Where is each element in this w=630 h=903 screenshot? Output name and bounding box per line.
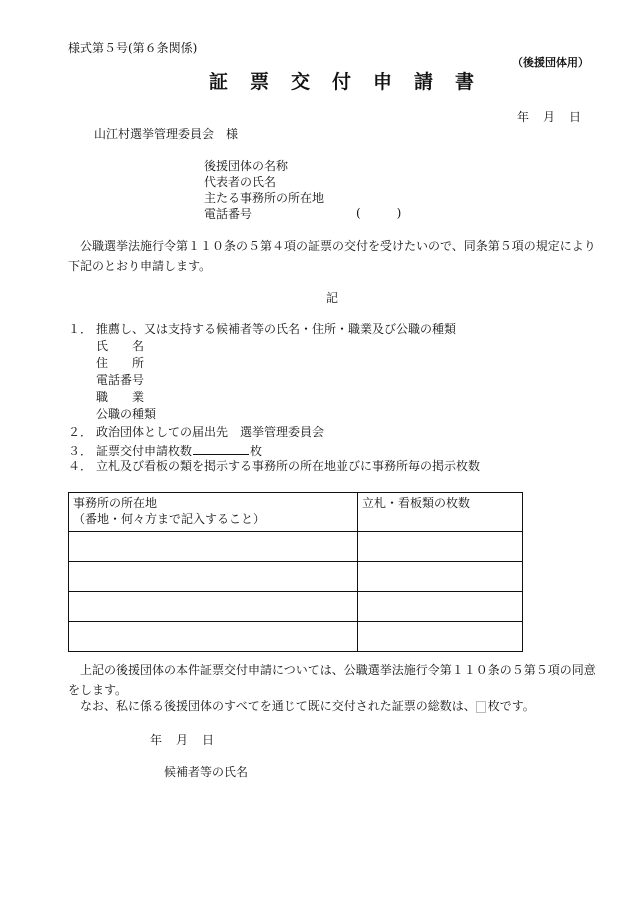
org-name-label: 後援団体の名称 xyxy=(204,159,289,173)
item-text: 立札及び看板の類を掲示する事務所の所在地並びに事務所毎の掲示枚数 xyxy=(96,459,481,473)
candidate-name-label: 候補者等の氏名 xyxy=(164,765,249,779)
item-4 xyxy=(68,460,480,472)
office-address-header-line1: 事務所の所在地 xyxy=(73,496,158,510)
item-2 xyxy=(68,426,324,438)
item-text: 証票交付申請枚数 xyxy=(96,444,193,458)
date-year-label: 年 xyxy=(150,733,163,747)
office-address-cell[interactable] xyxy=(69,532,358,562)
sign-count-cell[interactable] xyxy=(358,622,523,652)
recipient: 山江村選挙管理委員会 様 xyxy=(94,127,239,141)
sub-item-occupation: 職 業 xyxy=(96,390,145,404)
item-number: ３． xyxy=(68,444,93,458)
item-unit: 枚 xyxy=(250,444,263,458)
office-address-cell[interactable] xyxy=(69,622,358,652)
table-row xyxy=(69,532,523,562)
office-address-cell[interactable] xyxy=(69,562,358,592)
sub-item-phone: 電話番号 xyxy=(96,373,145,387)
office-address-cell[interactable] xyxy=(69,592,358,622)
document-type-label: （後援団体用） xyxy=(512,56,589,69)
table-row xyxy=(69,622,523,652)
item-text: 政治団体としての届出先 選挙管理委員会 xyxy=(96,425,325,439)
sign-count-cell[interactable] xyxy=(358,592,523,622)
office-address-header xyxy=(69,493,358,532)
item-1 xyxy=(68,323,456,335)
intro-paragraph: 公職選挙法施行令第１１０条の５第４項の証票の交付を受けたいので、同条第５項の規定により下記のとおり申請します。 xyxy=(68,239,596,273)
sign-count-cell[interactable] xyxy=(358,532,523,562)
total-issued-statement xyxy=(68,700,535,713)
total-issued-unit: 枚です。 xyxy=(487,699,535,713)
sign-count-header: 立札・看板類の枚数 xyxy=(358,493,523,532)
item-text: 推薦し、又は支持する候補者等の氏名・住所・職業及び公職の種類 xyxy=(96,322,457,336)
office-address-header-line2: （番地・何々方まで記入すること） xyxy=(73,512,266,526)
table-header-row xyxy=(69,493,523,532)
item-3 xyxy=(68,443,262,457)
consent-paragraph: 上記の後援団体の本件証票交付申請については、公職選挙法施行令第１１０条の５第５項の同意をします。 xyxy=(68,663,596,697)
total-count-box[interactable] xyxy=(476,701,486,713)
table-row xyxy=(69,562,523,592)
total-issued-text: なお、私に係る後援団体のすべてを通じて既に交付された証票の総数は、 xyxy=(68,699,476,713)
document-title: 証票交付申請書 xyxy=(209,71,497,93)
date-year-label: 年 xyxy=(517,110,530,124)
form-number: 様式第５号(第６条関係) xyxy=(68,41,198,55)
item-number: １． xyxy=(68,322,93,336)
item-number: ４． xyxy=(68,459,93,473)
date-day-label: 日 xyxy=(569,110,582,124)
office-sign-table xyxy=(68,492,523,652)
sheet-count-blank xyxy=(193,443,249,455)
phone-area-code-paren: ( ) xyxy=(356,206,402,220)
representative-name-label: 代表者の氏名 xyxy=(204,175,277,189)
consent-date xyxy=(150,734,214,746)
office-address-label: 主たる事務所の所在地 xyxy=(204,191,325,205)
item-number: ２． xyxy=(68,425,93,439)
date-day-label: 日 xyxy=(202,733,215,747)
sub-item-name: 氏 名 xyxy=(96,339,145,353)
date-month-label: 月 xyxy=(176,733,189,747)
phone-label: 電話番号 xyxy=(204,207,253,221)
date-month-label: 月 xyxy=(543,110,556,124)
ki-heading: 記 xyxy=(326,291,339,305)
table-row xyxy=(69,592,523,622)
sub-item-address: 住 所 xyxy=(96,356,145,370)
sign-count-cell[interactable] xyxy=(358,562,523,592)
application-date xyxy=(517,111,581,123)
sub-item-office-type: 公職の種類 xyxy=(96,407,157,421)
